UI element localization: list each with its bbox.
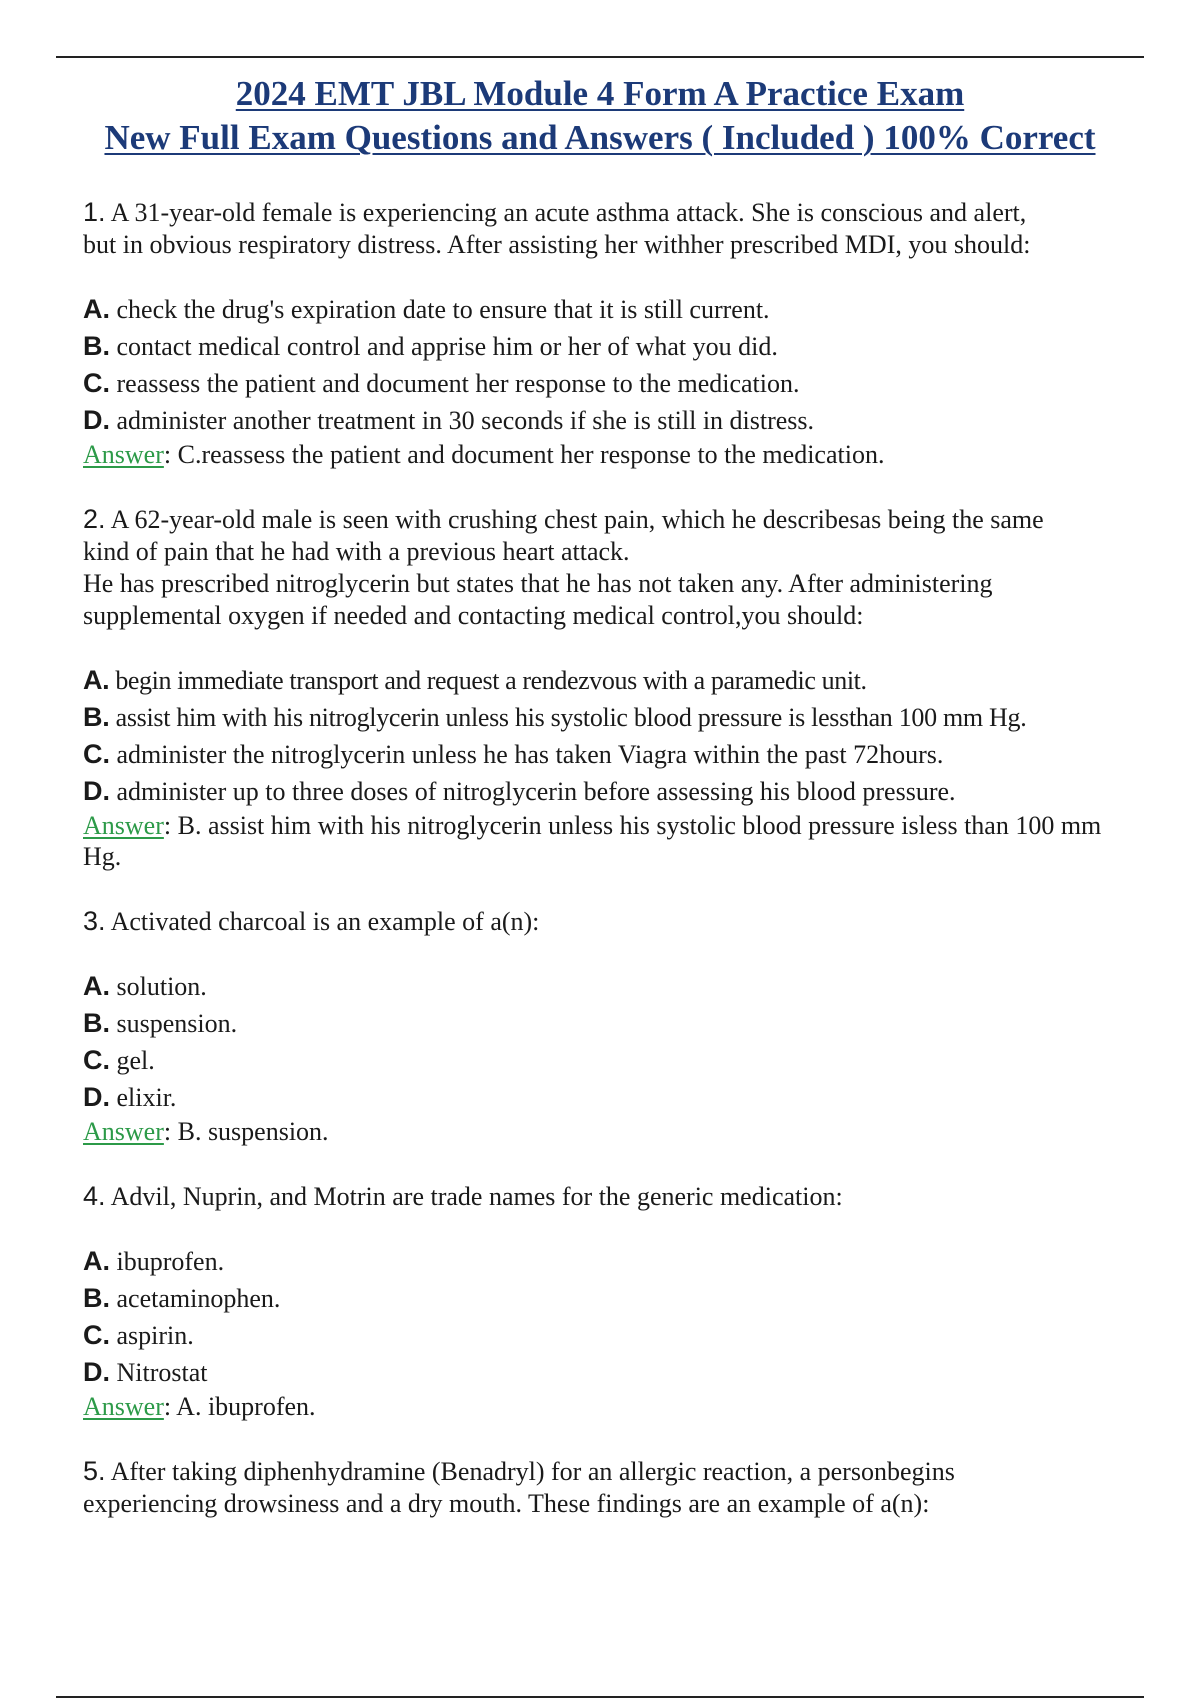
question-list [83,196,1143,1553]
answer-text: : B. suspension. [163,1117,329,1146]
option-a: A. check the drug's expiration date to ensure that it is still current. [83,294,770,324]
option-c: C. reassess the patient and document her response to the medication. [83,368,800,398]
option-list [83,291,1143,439]
question-2 [83,503,1143,872]
option-c: C. aspirin. [83,1320,194,1350]
option-list [83,1243,1143,1391]
question-4 [83,1180,1143,1422]
question-number: 3. [83,906,106,936]
title-line-2: New Full Exam Questions and Answers ( Included ) 100% Correct [104,118,1096,157]
question-text: 2. A 62-year-old male is seen with crushing chest pain, which he describesas being the same kind of pain that he had with a previous heart attack. He has prescribed nitroglycerin but states that he has not taken any. After administering supplemental oxygen if needed and contacting medical control,you should: [83,504,1044,630]
question-text: 5. After taking diphenhydramine (Benadryl) for an allergic reaction, a personbegins experiencing drowsiness and a dry mouth. These findings are an example of a(n): [83,1456,955,1518]
option-c: C. administer the nitroglycerin unless he has taken Viagra within the past 72hours. [83,739,944,769]
option-b: B. suspension. [83,1008,238,1038]
bottom-divider [56,1696,1144,1698]
question-text: 1. A 31-year-old female is experiencing an acute asthma attack. She is conscious and alert, but in obvious respiratory distress. After assisting her withher prescribed MDI, you should: [83,197,1031,259]
option-d: D. elixir. [83,1082,177,1112]
question-number: 5. [83,1456,106,1486]
question-text: 3. Activated charcoal is an example of a(n): [83,906,540,936]
option-list [83,968,1143,1116]
option-b: B. acetaminophen. [83,1283,281,1313]
option-d: D. administer up to three doses of nitroglycerin before assessing his blood pressure. [83,776,956,806]
option-a: A. solution. [83,971,207,1001]
option-c: C. gel. [83,1045,155,1075]
page-title [0,72,1200,160]
answer-label: Answer [83,440,164,469]
answer-label: Answer [83,1392,164,1421]
question-text: 4. Advil, Nuprin, and Motrin are trade names for the generic medication: [83,1181,843,1211]
question-number: 4. [83,1181,106,1211]
answer-line [83,439,1143,470]
answer-label: Answer [83,811,164,840]
top-divider [56,56,1144,58]
option-a: A. begin immediate transport and request a rendezvous with a paramedic unit. [83,665,867,695]
question-5 [83,1455,1143,1520]
option-a: A. ibuprofen. [83,1246,225,1276]
answer-label: Answer [83,1117,164,1146]
option-b: B. contact medical control and apprise him or her of what you did. [83,331,778,361]
answer-line [83,1116,1143,1147]
question-number: 1. [83,197,106,227]
answer-line [83,810,1143,872]
question-3 [83,905,1143,1147]
title-line-1: 2024 EMT JBL Module 4 Form A Practice Exam [235,74,965,113]
answer-text: : B. assist him with his nitroglycerin unless his systolic blood pressure isless than 100 mm Hg. [83,811,1102,871]
question-number: 2. [83,504,106,534]
answer-text: : A. ibuprofen. [163,1392,316,1421]
question-1 [83,196,1143,470]
option-b: B. assist him with his nitroglycerin unless his systolic blood pressure is lessthan 100 mm Hg. [83,702,1027,732]
answer-text: : C.reassess the patient and document her response to the medication. [163,440,885,469]
answer-line [83,1391,1143,1422]
option-list [83,662,1143,810]
option-d: D. Nitrostat [83,1357,208,1387]
option-d: D. administer another treatment in 30 seconds if she is still in distress. [83,405,815,435]
